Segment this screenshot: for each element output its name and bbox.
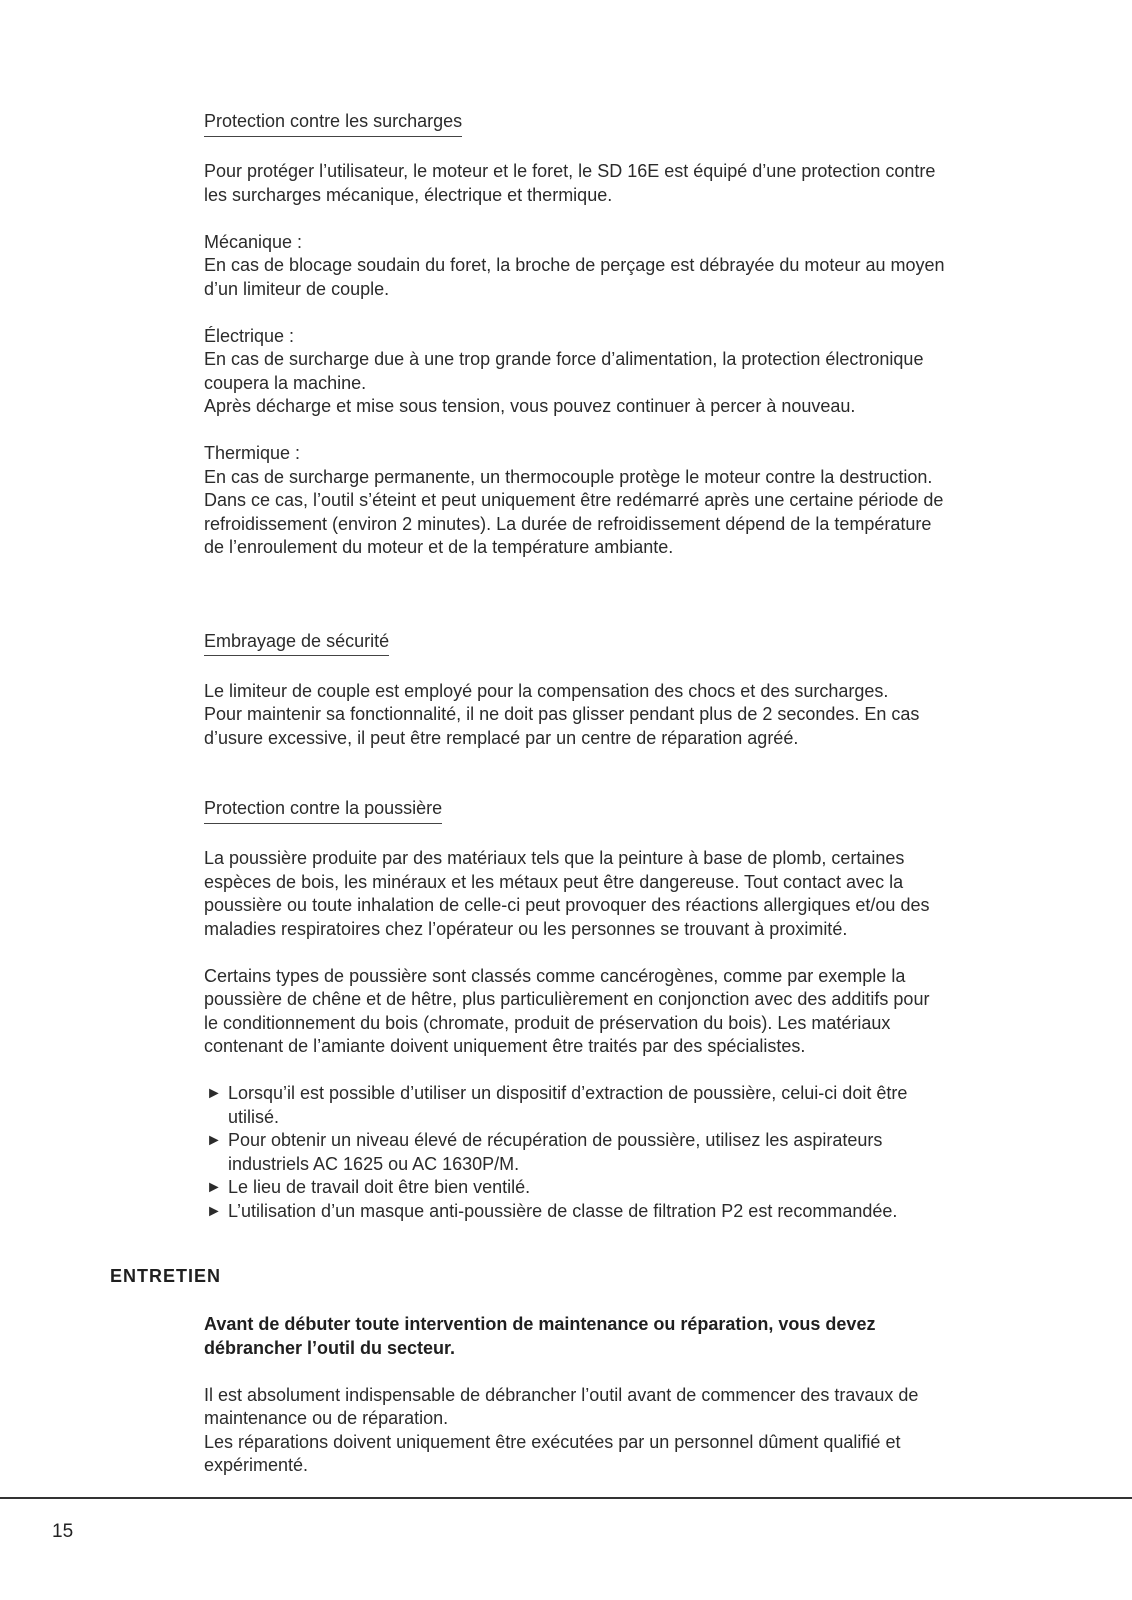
- list-item: [204, 1176, 1024, 1200]
- maint-line-3: Les réparations doivent uniquement être exécutées par un personnel dûment qualifié et: [204, 1431, 901, 1452]
- electrical-label: Électrique :: [204, 325, 295, 346]
- arrow-bullet-icon: ►: [206, 1202, 222, 1220]
- dust-p1-line-4: maladies respiratoires chez l’opérateur ou les personnes se trouvant à proximité.: [204, 918, 848, 939]
- clutch-text: [204, 680, 1024, 751]
- dust-p1-line-1: La poussière produite par des matériaux tels que la peinture à base de plomb, certaines: [204, 848, 905, 868]
- page-number: 15: [52, 1521, 74, 1542]
- maintenance-text: [204, 1384, 1024, 1478]
- bullet-1-line-2: utilisé.: [228, 1106, 280, 1127]
- dust-p2-line-2: poussière de chêne et de hêtre, plus particulièrement en conjonction avec des additifs pour: [204, 989, 930, 1009]
- warning-line-1: Avant de débuter toute intervention de maintenance ou réparation, vous devez: [204, 1314, 876, 1334]
- electrical-line-1: En cas de surcharge due à une trop grande force d’alimentation, la protection électronique: [204, 349, 924, 369]
- electrical-line-3: Après décharge et mise sous tension, vous pouvez continuer à percer à nouveau.: [204, 396, 856, 416]
- heading-dust-protection: Protection contre la poussière: [204, 797, 442, 824]
- arrow-bullet-icon: ►: [206, 1179, 222, 1196]
- bullet-4-line-1: L’utilisation d’un masque anti-poussière de classe de filtration P2 est recommandée.: [228, 1200, 898, 1221]
- thermal-line-4: de l’enroulement du moteur et de la température ambiante.: [204, 537, 674, 557]
- electrical-text: [204, 348, 1024, 419]
- arrow-bullet-icon: ►: [206, 1085, 222, 1102]
- dust-paragraph-2: [204, 965, 1024, 1059]
- arrow-bullet-icon: ►: [206, 1132, 222, 1149]
- clutch-line-2: Pour maintenir sa fonctionnalité, il ne doit pas glisser pendant plus de 2 secondes. En cas: [204, 704, 920, 724]
- dust-bullet-list: [204, 1082, 1024, 1223]
- clutch-line-3: d’usure excessive, il peut être remplacé par un centre de réparation agréé.: [204, 727, 799, 748]
- mechanical-line-2: d’un limiteur de couple.: [204, 278, 390, 299]
- maint-line-4: expérimenté.: [204, 1455, 309, 1475]
- maintenance-warning: [204, 1313, 1024, 1360]
- maintenance-section: [204, 1313, 1024, 1478]
- dust-paragraph-1: [204, 847, 1024, 941]
- dust-p1-line-3: poussière ou toute inhalation de celle-ci peut provoquer des réactions allergiques et/ou des: [204, 895, 930, 915]
- dust-p2-line-1: Certains types de poussière sont classés comme cancérogènes, comme par exemple la: [204, 965, 906, 986]
- bullet-2-line-1: Pour obtenir un niveau élevé de récupération de poussière, utilisez les aspirateurs: [228, 1130, 883, 1150]
- footer-divider: [0, 1497, 1132, 1499]
- maintenance-title: ENTRETIEN: [110, 1266, 222, 1286]
- thermal-line-1: En cas de surcharge permanente, un thermocouple protège le moteur contre la destruction.: [204, 466, 933, 487]
- maint-line-1: Il est absolument indispensable de débrancher l’outil avant de commencer des travaux de: [204, 1384, 919, 1405]
- bullet-3-line-1: Le lieu de travail doit être bien ventilé.: [228, 1177, 531, 1197]
- thermal-line-3: refroidissement (environ 2 minutes). La durée de refroidissement dépend de la température: [204, 513, 932, 534]
- warning-line-2: débrancher l’outil du secteur.: [204, 1337, 456, 1358]
- dust-p2-line-3: le conditionnement du bois (chromate, produit de préservation du bois). Les matériaux: [204, 1012, 891, 1033]
- dust-p2-line-4: contenant de l’amiante doivent uniquement être traités par des spécialistes.: [204, 1036, 806, 1056]
- overload-intro: [204, 160, 1024, 207]
- mechanical-line-1: En cas de blocage soudain du foret, la broche de perçage est débrayée du moteur au moyen: [204, 255, 945, 275]
- bullet-2-line-2: industriels AC 1625 ou AC 1630P/M.: [228, 1153, 520, 1174]
- thermal-text: [204, 466, 1024, 560]
- list-item: [204, 1082, 1024, 1129]
- list-item: [204, 1129, 1024, 1176]
- mechanical-label: Mécanique :: [204, 231, 303, 252]
- overload-intro-line-2: les surcharges mécanique, électrique et thermique.: [204, 184, 613, 205]
- heading-overload-protection: Protection contre les surcharges: [204, 110, 462, 137]
- mechanical-text: [204, 254, 1024, 301]
- list-item: [204, 1200, 1024, 1224]
- dust-p1-line-2: espèces de bois, les minéraux et les métaux peut être dangereuse. Tout contact avec la: [204, 871, 904, 892]
- clutch-line-1: Le limiteur de couple est employé pour la compensation des chocs et des surcharges.: [204, 680, 889, 701]
- heading-safety-clutch: Embrayage de sécurité: [204, 630, 389, 657]
- thermal-line-2: Dans ce cas, l’outil s’éteint et peut uniquement être redémarré après une certaine période de: [204, 490, 944, 510]
- electrical-line-2: coupera la machine.: [204, 372, 367, 393]
- bullet-1-line-1: Lorsqu’il est possible d’utiliser un dispositif d’extraction de poussière, celui-ci doit être: [228, 1083, 908, 1103]
- thermal-label: Thermique :: [204, 443, 301, 463]
- maint-line-2: maintenance ou de réparation.: [204, 1408, 449, 1428]
- main-content: [204, 110, 1024, 1223]
- overload-intro-line-1: Pour protéger l’utilisateur, le moteur et le foret, le SD 16E est équipé d’une protection contre: [204, 161, 936, 181]
